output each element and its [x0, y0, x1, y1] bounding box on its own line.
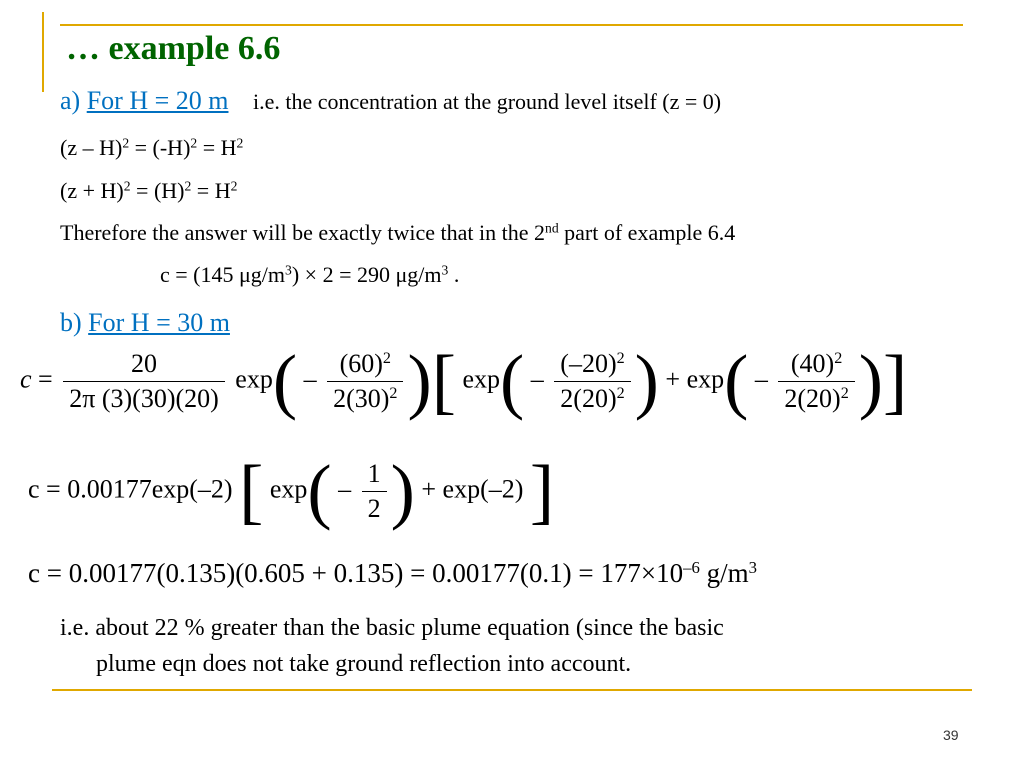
- equation-2: [28, 450, 555, 531]
- eq1-plus: +: [665, 364, 681, 394]
- eq1-exp-1: exp: [235, 364, 273, 394]
- eq3-unit: g/m: [699, 558, 749, 589]
- eq1-fraction-3: [778, 349, 854, 414]
- line-result-a: [160, 262, 459, 288]
- eq1-bracket-close: ]: [883, 340, 908, 421]
- eq2-half-num: 1: [362, 459, 387, 492]
- eq1-paren-open-3: (: [724, 340, 749, 421]
- part-a-heading: [60, 86, 721, 116]
- eq1-paren-close-2: ): [634, 340, 659, 421]
- l1-c: = H: [197, 135, 237, 160]
- eq1-c: c: [20, 364, 32, 394]
- eq1-f2-num-wrap: [554, 349, 630, 382]
- eq1-paren-open-1: (: [272, 340, 298, 421]
- eq1-bracket-open: [: [431, 340, 456, 421]
- eq1-main-den: 2π (3)(30)(20): [69, 383, 219, 413]
- l4-b-sup: 3: [441, 262, 449, 278]
- bottom-rule: [52, 689, 972, 691]
- part-b-heading: [60, 308, 230, 338]
- eq1-f2-num: (–20): [560, 348, 617, 378]
- eq1-f3-num-sup: 2: [834, 350, 843, 368]
- eq1-main-num: 20: [63, 349, 225, 382]
- l4-a-sup: 3: [285, 262, 292, 278]
- conclusion-line-2: plume eqn does not take ground reflection into account.: [96, 651, 632, 677]
- eq2-paren-open: (: [307, 450, 332, 531]
- l4-b: ) × 2 = 290 μg/m: [291, 262, 442, 287]
- top-rule: [60, 24, 963, 26]
- l3-b: part of example 6.4: [558, 220, 736, 245]
- equation-1: [20, 340, 908, 421]
- eq1-exp-3: exp: [686, 364, 725, 394]
- eq1-f1-num-wrap: [327, 349, 403, 382]
- eq1-f1-num-sup: 2: [382, 350, 391, 368]
- l1-c-sup: 2: [236, 135, 244, 151]
- eq1-paren-open-2: (: [500, 340, 525, 421]
- l2-c-sup: 2: [230, 178, 238, 194]
- l4-c: .: [448, 262, 460, 287]
- l1-b: = (-H): [129, 135, 191, 160]
- conclusion-paragraph: [60, 610, 990, 682]
- slide-title: … example 6.6: [66, 30, 281, 67]
- l2-b-sup: 2: [184, 178, 192, 194]
- l3-a: Therefore the answer will be exactly twice that in the 2: [60, 220, 546, 245]
- eq1-f1-den-wrap: [327, 382, 403, 414]
- eq1-f1-den-sup: 2: [389, 385, 398, 403]
- l2-a-sup: 2: [123, 178, 131, 194]
- eq2-minus: –: [338, 474, 352, 504]
- part-a-label: a): [60, 86, 87, 115]
- eq1-main-fraction: [63, 349, 225, 414]
- eq1-fraction-2: [554, 349, 630, 414]
- l4-a: c = (145 μg/m: [160, 262, 286, 287]
- eq2-bracket-close: ]: [529, 450, 555, 531]
- l1-a-sup: 2: [122, 135, 130, 151]
- eq2-rest: + exp(–2): [421, 474, 524, 504]
- eq1-minus-1: –: [303, 364, 317, 394]
- l1-a: (z – H): [60, 135, 123, 160]
- conclusion-line-1: i.e. about 22 % greater than the basic plume equation (since the basic: [60, 615, 724, 641]
- eq1-f3-num-wrap: [778, 349, 854, 382]
- part-b-title: For H = 30 m: [88, 308, 230, 337]
- eq2-lhs: c = 0.00177exp(–2): [28, 474, 233, 504]
- eq2-exp: exp: [269, 474, 308, 504]
- eq1-paren-close-3: ): [858, 340, 884, 421]
- eq1-minus-3: –: [754, 364, 768, 394]
- eq2-paren-close: ): [390, 450, 415, 531]
- eq1-f2-den-wrap: [554, 382, 630, 414]
- eq1-f3-den: 2(20): [784, 383, 841, 413]
- eq1-f2-den-sup: 2: [616, 385, 625, 403]
- eq1-f1-den: 2(30): [333, 383, 390, 413]
- eq1-f3-den-wrap: [778, 382, 854, 414]
- eq3-text: c = 0.00177(0.135)(0.605 + 0.135) = 0.00177(0.1) = 177×10: [28, 558, 684, 589]
- left-rule: [42, 12, 44, 92]
- eq1-f3-den-sup: 2: [840, 385, 849, 403]
- eq1-minus-2: –: [530, 364, 544, 394]
- eq2-bracket-open: [: [239, 450, 264, 531]
- part-b-label: b): [60, 308, 89, 337]
- l3-sup: nd: [545, 220, 559, 236]
- l2-a: (z + H): [60, 178, 124, 203]
- part-a-title: For H = 20 m: [86, 86, 229, 115]
- eq1-equals: =: [38, 364, 53, 394]
- eq1-exp-2: exp: [462, 364, 501, 394]
- l2-c: = H: [191, 178, 231, 203]
- line-z-minus-h: [60, 135, 243, 161]
- eq1-f1-num: (60): [339, 348, 383, 378]
- eq1-fraction-1: [327, 349, 403, 414]
- l1-b-sup: 2: [190, 135, 198, 151]
- equation-3: [28, 558, 757, 589]
- eq1-paren-close-1: ): [407, 340, 432, 421]
- eq1-f2-num-sup: 2: [616, 350, 625, 368]
- l2-b: = (H): [130, 178, 185, 203]
- eq2-half-den: 2: [367, 493, 381, 523]
- line-therefore: [60, 220, 735, 246]
- eq3-exp-sup: –6: [683, 558, 700, 577]
- page-number: 39: [943, 727, 959, 743]
- eq3-unit-sup: 3: [748, 558, 757, 577]
- part-a-note: i.e. the concentration at the ground level itself (z = 0): [252, 89, 722, 114]
- eq1-f2-den: 2(20): [560, 383, 617, 413]
- eq1-f3-num: (40): [790, 348, 835, 378]
- line-z-plus-h: [60, 178, 237, 204]
- eq2-half-fraction: [362, 459, 387, 524]
